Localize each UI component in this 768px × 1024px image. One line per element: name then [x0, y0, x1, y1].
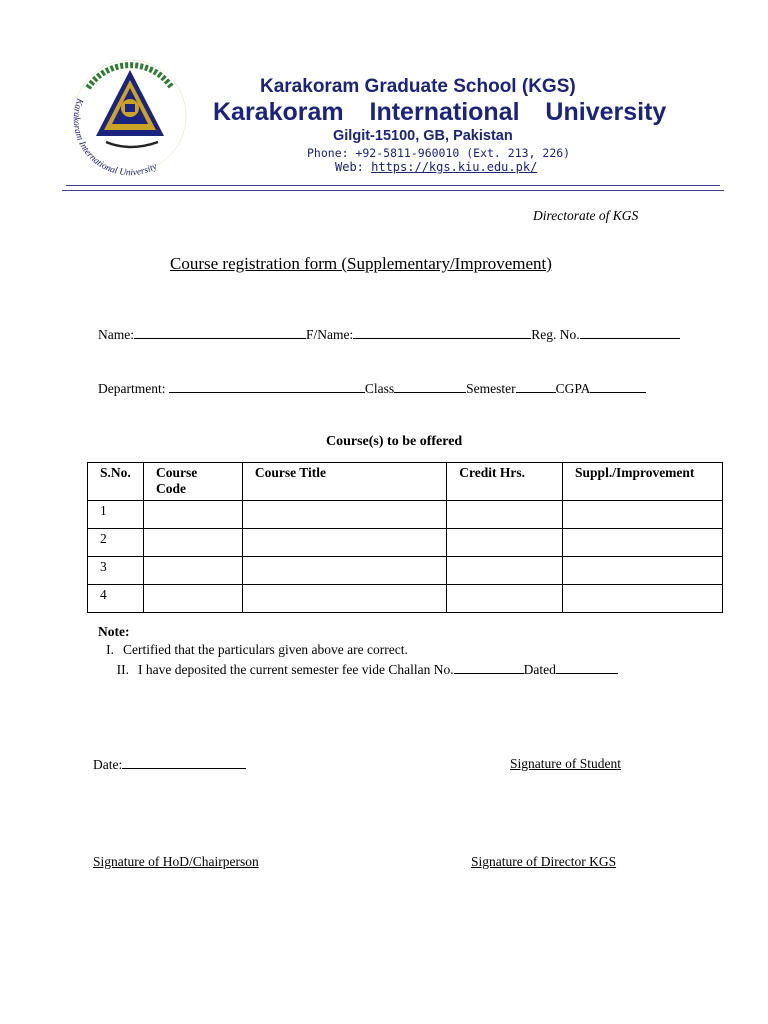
header-rule-top: [66, 185, 720, 186]
course-code-cell[interactable]: [143, 501, 242, 529]
row-number: 2: [88, 529, 144, 557]
cgpa-field[interactable]: [590, 380, 646, 393]
course-title-cell[interactable]: [242, 585, 446, 613]
phone-number: Phone: +92-5811-960010 (Ext. 213, 226): [307, 146, 571, 160]
name-field[interactable]: [134, 326, 306, 339]
course-code-cell[interactable]: [143, 529, 242, 557]
website-link[interactable]: https://kgs.kiu.edu.pk/: [371, 160, 538, 174]
note-label: Note:: [98, 624, 130, 639]
suppl-cell[interactable]: [563, 585, 723, 613]
header-course-title: Course Title: [242, 463, 446, 501]
directorate-label: Directorate of KGS: [533, 208, 639, 223]
row-number: 3: [88, 557, 144, 585]
class-label: Class: [364, 381, 395, 396]
note-item-1-text: Certified that the particulars given above are correct.: [123, 642, 408, 657]
date-field[interactable]: [122, 756, 246, 769]
regno-field[interactable]: [580, 326, 680, 339]
note-item-2-number: II.: [116, 662, 129, 677]
note-item-2-text: I have deposited the current semester fee vide Challan No.: [138, 662, 454, 677]
city-address: Gilgit-15100, GB, Pakistan: [333, 128, 513, 144]
header-course-code: Course Code: [143, 463, 242, 501]
fname-field[interactable]: [353, 326, 531, 339]
course-code-cell[interactable]: [143, 557, 242, 585]
courses-table: [87, 462, 723, 613]
regno-label: Reg. No.: [531, 327, 580, 342]
website-line: [335, 160, 537, 174]
department-row: [98, 380, 646, 397]
course-code-cell[interactable]: [143, 585, 242, 613]
credit-hrs-cell[interactable]: [447, 501, 563, 529]
name-label: Name:: [98, 327, 134, 342]
table-row: [88, 585, 723, 613]
suppl-cell[interactable]: [563, 557, 723, 585]
signature-hod: Signature of HoD/Chairperson: [93, 854, 259, 869]
school-name: Karakoram Graduate School (KGS): [260, 76, 576, 97]
table-row: [88, 557, 723, 585]
course-title-cell[interactable]: [242, 557, 446, 585]
kiu-logo: [66, 58, 194, 178]
table-row: [88, 529, 723, 557]
suppl-cell[interactable]: [563, 529, 723, 557]
courses-title: Course(s) to be offered: [326, 434, 463, 449]
row-number: 1: [88, 501, 144, 529]
suppl-cell[interactable]: [563, 501, 723, 529]
credit-hrs-cell[interactable]: [447, 557, 563, 585]
logo-text: Karakoram International University: [70, 96, 159, 178]
table-row: [88, 501, 723, 529]
signature-director: Signature of Director KGS: [471, 854, 617, 869]
header-credit-hrs: Credit Hrs.: [447, 463, 563, 501]
web-label: Web:: [335, 160, 372, 174]
dated-label: Dated: [523, 662, 556, 677]
university-name: Karakoram International University: [213, 98, 667, 126]
form-title: Course registration form (Supplementary/Improvement): [170, 254, 552, 273]
note-item-2: [98, 661, 618, 678]
course-title-cell[interactable]: [242, 501, 446, 529]
name-row: [98, 326, 680, 343]
header-sno: S.No.: [88, 463, 144, 501]
date-row: [93, 756, 246, 773]
semester-field[interactable]: [516, 380, 556, 393]
challan-no-field[interactable]: [454, 661, 524, 674]
department-field[interactable]: [169, 380, 365, 393]
department-label: Department:: [98, 381, 169, 396]
header-rule-bottom: [62, 190, 724, 191]
date-label: Date:: [93, 757, 123, 772]
header-suppl-improvement: Suppl./Improvement: [563, 463, 723, 501]
course-title-cell[interactable]: [242, 529, 446, 557]
semester-label: Semester: [466, 381, 516, 396]
cgpa-label: CGPA: [555, 381, 591, 396]
table-header-row: [88, 463, 723, 501]
credit-hrs-cell[interactable]: [447, 585, 563, 613]
row-number: 4: [88, 585, 144, 613]
credit-hrs-cell[interactable]: [447, 529, 563, 557]
class-field[interactable]: [394, 380, 466, 393]
signature-student: Signature of Student: [510, 756, 621, 771]
dated-field[interactable]: [556, 661, 618, 674]
note-item-1: [92, 642, 408, 658]
fname-label: F/Name:: [306, 327, 354, 342]
note-item-1-number: I.: [106, 642, 114, 657]
